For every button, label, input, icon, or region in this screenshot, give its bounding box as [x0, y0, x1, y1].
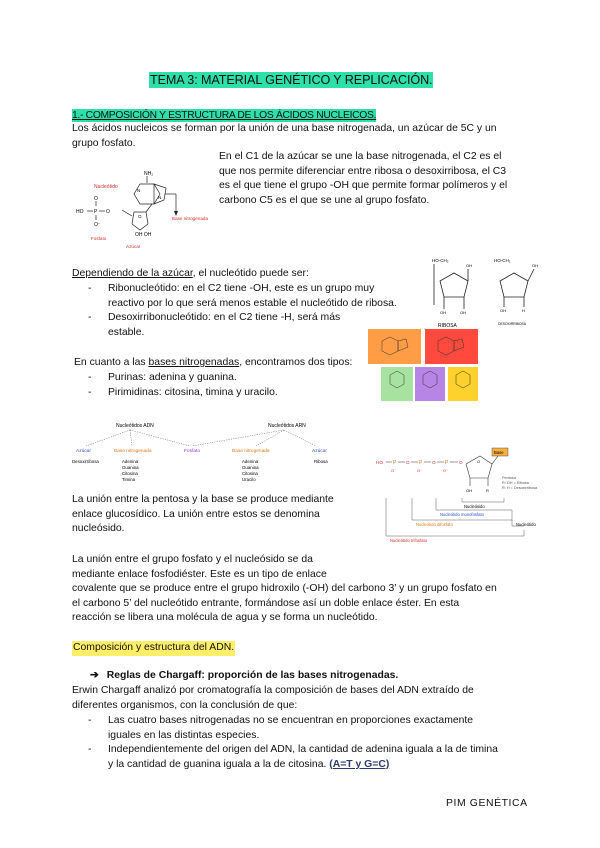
text-line: Erwin Chargaff analizó por cromatografía la composición de bases del ADN extraído de	[72, 685, 474, 696]
list-item	[88, 743, 538, 773]
text-line: mediante enlace fosfodiéster. Este es un tipo de enlace	[72, 568, 327, 580]
fig-atom-o: O	[138, 214, 142, 219]
intro-paragraph	[72, 122, 542, 151]
adn-base-item: Citosina	[122, 471, 138, 476]
fig-atom-n: N	[137, 188, 141, 193]
list-item-text	[108, 743, 498, 772]
sugar-dependence-lead	[72, 267, 309, 282]
list-item-text	[108, 282, 397, 311]
fig-ho-ch2: HO-CH₂	[432, 258, 449, 263]
text-span: , encontramos dos tipos:	[239, 357, 353, 368]
text-line: Las cuatro bases nitrogenadas no se encuentran en proporciones exactamente	[108, 715, 474, 726]
adn-col-head-sugar: Azúcar	[76, 449, 91, 454]
phos-o-minus: O⁻	[443, 468, 449, 473]
bullet-dash: -	[88, 283, 92, 294]
text-line: La unión entre el grupo fosfato y el nucleósido se da	[72, 554, 313, 565]
fig-atom-o: O	[106, 209, 110, 215]
phos-atom-p: P	[445, 460, 449, 466]
phos-atom-o: O	[406, 460, 410, 465]
phos-oh: OH	[466, 488, 472, 493]
text-line: diferentes organismos, con la conclusión de que:	[72, 699, 298, 711]
phos-atom-ho: HO	[376, 460, 383, 465]
text-line: reacción se libera una molécula de agua y se forma un nucleótido.	[72, 612, 378, 624]
arn-base-item: Citosina	[242, 471, 258, 476]
list-item-text	[108, 714, 473, 743]
arn-base-item: Uracilo	[242, 477, 256, 482]
phos-atom-p: P	[419, 460, 423, 466]
phos-atom-o: O	[459, 460, 463, 465]
intro-line: Los ácidos nucleicos se forman por la unión de una base nitrogenada, un azúcar de 5C y un	[72, 123, 497, 134]
carbon-positions-paragraph	[219, 150, 539, 208]
text-line: es el que tiene el grupo -OH que permite formar polímeros y el	[219, 180, 508, 192]
text-line: enlace glucosídico. La unión entre estos se denomina	[72, 508, 320, 520]
fig-label-ohoh: OH OH	[135, 232, 152, 238]
arn-title: Nucleótidos ARN	[268, 423, 306, 429]
adn-base-item: Timina	[122, 477, 136, 482]
phos-atom-o: O	[432, 460, 436, 465]
text-line: reactivo por lo que será menos estable el nucleótido de ribosa.	[108, 297, 397, 309]
label-nucleotido: Nucleótido	[516, 522, 536, 527]
bullet-dash: -	[88, 744, 92, 755]
text-line: covalente que se produce entre el grupo hidroxilo (-OH) del carbono 3’ y un grupo fosfato en	[72, 583, 497, 595]
list-item	[88, 371, 368, 386]
fig-oh: OH	[440, 310, 446, 315]
bullet-dash: -	[88, 387, 92, 398]
chargaff-rule: (A=T y G=C)	[329, 758, 390, 770]
text-line: Ribonucleótido: en el C2 tiene -OH, este es un grupo muy	[108, 283, 375, 294]
page-title: TEMA 3: MATERIAL GENÉTICO Y REPLICACIÓN.	[150, 73, 433, 87]
text-line: el carbono 5’ del nucleótido entrante, formándose así un doble enlace éster. En esta	[72, 597, 460, 609]
label-trifosfato: Nucleótido trifosfato	[390, 538, 428, 543]
ribose-structure	[432, 258, 472, 329]
shared-fosfato: Fosfato	[184, 449, 200, 454]
intro-line: grupo fosfato.	[72, 137, 136, 149]
chargaff-heading	[90, 669, 398, 684]
bullet-dash: -	[88, 715, 92, 726]
fig-atom-n: N	[158, 195, 162, 200]
fig-oh: OH	[500, 308, 506, 313]
deoxyribose-label: DESOXIRRIBOSA	[498, 322, 527, 326]
fig-oh: OH	[532, 263, 538, 268]
list-item	[88, 311, 388, 341]
adn-title: Nucleótidos ADN	[116, 423, 154, 429]
arn-base-item: Adenina	[242, 459, 259, 464]
fig-atom-o-minus: O⁻	[94, 222, 101, 228]
adn-base-item: Adenina	[122, 459, 139, 464]
ribose-deoxyribose-figure	[428, 255, 540, 331]
arn-col-head-sugar: Azúcar	[312, 449, 327, 454]
list-item-text: Pirimidinas: citosina, timina y uracilo.	[108, 387, 278, 398]
fig-label-nh2: NH₂	[144, 171, 154, 177]
list-item	[88, 282, 428, 312]
phosphodiester-paragraph	[72, 553, 542, 626]
text-line: Desoxirribonucleótido: en el C2 tiene -H, será más	[108, 312, 341, 323]
glycosidic-paragraph	[72, 493, 372, 537]
fig-oh: OH	[466, 263, 472, 268]
underlined-term: bases nitrogenadas	[148, 357, 240, 368]
pentosa-label: R: H = Desoxirribosa	[502, 486, 538, 490]
fig-atom-p: P	[94, 209, 98, 215]
pentosa-label: Pentosa	[502, 476, 516, 480]
text-span: , el nucleótido puede ser:	[192, 268, 309, 279]
phos-ring-o: O	[477, 459, 481, 464]
list-item-text: Purinas: adenina y guanina.	[108, 372, 237, 383]
phos-r: R	[486, 488, 489, 493]
fig-label-azucar: Azúcar	[126, 244, 141, 249]
bullet-dash: -	[88, 312, 92, 323]
list-item	[88, 386, 368, 401]
arn-base-item: Guanina	[242, 465, 259, 470]
phos-base-label: Base	[494, 450, 504, 455]
fig-atom-o: O	[94, 196, 98, 202]
phos-o-minus: O⁻	[391, 468, 397, 473]
bullet-dash: -	[88, 372, 92, 383]
section-heading-2: Composición y estructura del ADN.	[72, 641, 235, 656]
text-line: En el C1 de la azúcar se une la base nitrogenada, el C2 es el	[219, 151, 502, 162]
ribose-label: RIBOSA	[438, 323, 457, 329]
phosphate-nucleotide-figure	[374, 446, 544, 548]
nitrogen-base-tiles	[368, 329, 478, 401]
text-line: carbono C5 es el que se une al grupo fosfato.	[219, 194, 430, 206]
text-line: nucleósido.	[72, 523, 125, 535]
text-line: que nos permite diferenciar entre ribosa o desoxirribosa, el C3	[219, 165, 507, 177]
text-line: La unión entre la pentosa y la base se produce mediante	[72, 494, 334, 505]
fig-atom-ho: HO	[76, 209, 84, 215]
fig-label-fosfato: Fosfato	[91, 236, 107, 241]
text-span: y la cantidad de guanina iguala a la de citosina.	[108, 758, 330, 770]
bases-lead	[74, 356, 352, 371]
label-nucleosido: Nucleósido	[464, 504, 485, 509]
text-line: iguales en las distintas especies.	[108, 729, 260, 741]
phos-o-minus: O⁻	[417, 468, 423, 473]
arn-col-head-base: Base nitrogenada	[232, 449, 270, 454]
chargaff-title: Reglas de Chargaff: proporción de las bases nitrogenadas.	[106, 670, 399, 681]
adn-arn-nucleotide-diagram	[72, 418, 368, 482]
fig-atom-h: H	[522, 308, 525, 313]
list-item-text	[108, 311, 340, 340]
footer-label: PIM GENÉTICA	[446, 798, 528, 809]
list-item	[88, 714, 538, 744]
text-span: En cuanto a las	[74, 357, 149, 368]
fig-label-nucleotido: Nucleótido	[94, 184, 118, 190]
deoxyribose-structure	[494, 258, 538, 326]
arn-sugar-item: Ribosa	[314, 459, 328, 464]
underlined-term: Dependiendo de la azúcar	[72, 268, 193, 279]
text-line: Independientemente del origen del ADN, la cantidad de adenina iguala a la de timina	[108, 744, 498, 755]
phos-atom-p: P	[393, 460, 397, 466]
section-heading-1: 1.- COMPOSICIÓN Y ESTRUCTURA DE LOS ÁCIDOS NUCLEICOS.	[72, 110, 377, 121]
pentosa-label: R: OH = Ribosa	[502, 481, 529, 485]
fig-oh: OH	[460, 310, 466, 315]
arrow-icon: ➔	[90, 670, 99, 681]
label-difosfato: Nucleótido difosfato	[416, 522, 453, 527]
adn-sugar-item: Desoxirribosa	[72, 459, 99, 464]
fig-ho-ch2: HO-CH₂	[494, 258, 511, 263]
text-line	[108, 758, 498, 773]
nucleotide-structure-figure	[74, 166, 216, 254]
adn-base-item: Guanina	[122, 465, 139, 470]
base-structures-sketch	[368, 329, 478, 401]
text-line: estable.	[108, 326, 145, 338]
chargaff-body	[72, 684, 542, 713]
fig-label-base: Base nitrogenada	[172, 216, 209, 221]
label-monofosfato: Nucleótido monofosfato	[440, 512, 484, 517]
adn-col-head-base: Base nitrogenada	[114, 449, 152, 454]
